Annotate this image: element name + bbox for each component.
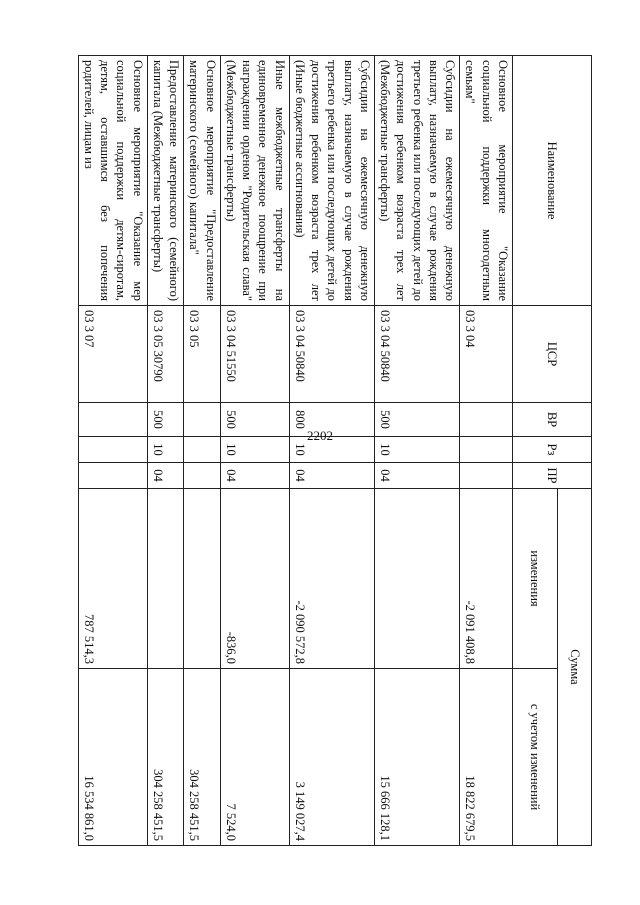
row-change: -2 090 572,8 bbox=[289, 489, 374, 669]
row-with-change: 15 666 128,1 bbox=[375, 669, 460, 846]
row-with-change: 304 258 451,5 bbox=[147, 669, 184, 846]
table-row bbox=[375, 56, 460, 846]
row-rz: 10 bbox=[147, 437, 184, 463]
row-name: Субсидии на ежемесячную денежную выплату, назначаемую в случае рождения третьего ребенка или последующих детей до достижения ребенком возраста трех лет (Иные бюджетные ассигнования) bbox=[289, 56, 374, 306]
row-csr: 03 3 04 51550 bbox=[220, 306, 289, 403]
page-number: 2202 bbox=[307, 428, 333, 443]
row-name: Иные межбюджетные трансферты на единовременное денежное поощрение при награждении орденом "Родительская слава" (Межбюджетные трансферты) bbox=[220, 56, 289, 306]
row-vr: 800 bbox=[289, 403, 374, 437]
row-csr: 03 3 04 50840 bbox=[375, 306, 460, 403]
budget-table bbox=[78, 55, 592, 846]
table-row bbox=[220, 56, 289, 846]
row-pr bbox=[184, 463, 221, 489]
row-csr: 03 3 05 30790 bbox=[147, 306, 184, 403]
row-name: Предоставление материнского (семейного) капитала (Межбюджетные трансферты) bbox=[147, 56, 184, 306]
row-change: -836,0 bbox=[220, 489, 289, 669]
row-rz: 10 bbox=[289, 437, 374, 463]
table-row bbox=[147, 56, 184, 846]
row-vr: 500 bbox=[147, 403, 184, 437]
header-vr: ВР bbox=[513, 403, 592, 437]
row-with-change: 7 524,0 bbox=[220, 669, 289, 846]
table-row bbox=[460, 56, 513, 846]
row-vr: 500 bbox=[220, 403, 289, 437]
row-pr bbox=[78, 463, 147, 489]
row-name: Субсидии на ежемесячную денежную выплату, назначаемую в случае рождения третьего ребенка или последующих детей до достижения ребенком возраста трех лет (Межбюджетные трансферты) bbox=[375, 56, 460, 306]
row-name: Основное мероприятие "Предоставление материнского (семейного) капитала" bbox=[184, 56, 221, 306]
header-pr: ПР bbox=[513, 463, 592, 489]
row-pr: 04 bbox=[147, 463, 184, 489]
row-with-change: 304 258 451,5 bbox=[184, 669, 221, 846]
row-with-change: 16 534 861,0 bbox=[78, 669, 147, 846]
row-rz bbox=[184, 437, 221, 463]
table-row bbox=[289, 56, 374, 846]
header-with-change: с учетом изменений bbox=[513, 669, 558, 846]
row-pr bbox=[460, 463, 513, 489]
row-vr bbox=[78, 403, 147, 437]
table-row bbox=[78, 56, 147, 846]
header-name: Наименование bbox=[513, 56, 592, 306]
row-vr bbox=[460, 403, 513, 437]
row-pr: 04 bbox=[289, 463, 374, 489]
header-change: изменения bbox=[513, 489, 558, 669]
row-pr: 04 bbox=[220, 463, 289, 489]
row-rz: 10 bbox=[220, 437, 289, 463]
row-change bbox=[147, 489, 184, 669]
row-with-change: 3 149 027,4 bbox=[289, 669, 374, 846]
row-rz bbox=[460, 437, 513, 463]
row-pr: 04 bbox=[375, 463, 460, 489]
row-with-change: 18 822 679,5 bbox=[460, 669, 513, 846]
header-sum: Сумма bbox=[558, 489, 592, 846]
row-csr: 03 3 04 50840 bbox=[289, 306, 374, 403]
row-change bbox=[375, 489, 460, 669]
row-csr: 03 3 07 bbox=[78, 306, 147, 403]
row-change: -2 091 408,8 bbox=[460, 489, 513, 669]
row-vr: 500 bbox=[375, 403, 460, 437]
row-rz: 10 bbox=[375, 437, 460, 463]
rotated-table-area bbox=[64, 55, 592, 845]
table-row bbox=[184, 56, 221, 846]
row-name: Основное мероприятие "Оказание социальной поддержки многодетным семьям" bbox=[460, 56, 513, 306]
header-csr: ЦСР bbox=[513, 306, 592, 403]
row-change bbox=[184, 489, 221, 669]
row-csr: 03 3 04 bbox=[460, 306, 513, 403]
header-rz: Рз bbox=[513, 437, 592, 463]
row-name: Основное мероприятие "Оказание мер социальной поддержки детям-сиротам, детям, оставшимся без попечения родителей, лицам из bbox=[78, 56, 147, 306]
row-change: 787 514,3 bbox=[78, 489, 147, 669]
row-csr: 03 3 05 bbox=[184, 306, 221, 403]
row-vr bbox=[184, 403, 221, 437]
row-rz bbox=[78, 437, 147, 463]
